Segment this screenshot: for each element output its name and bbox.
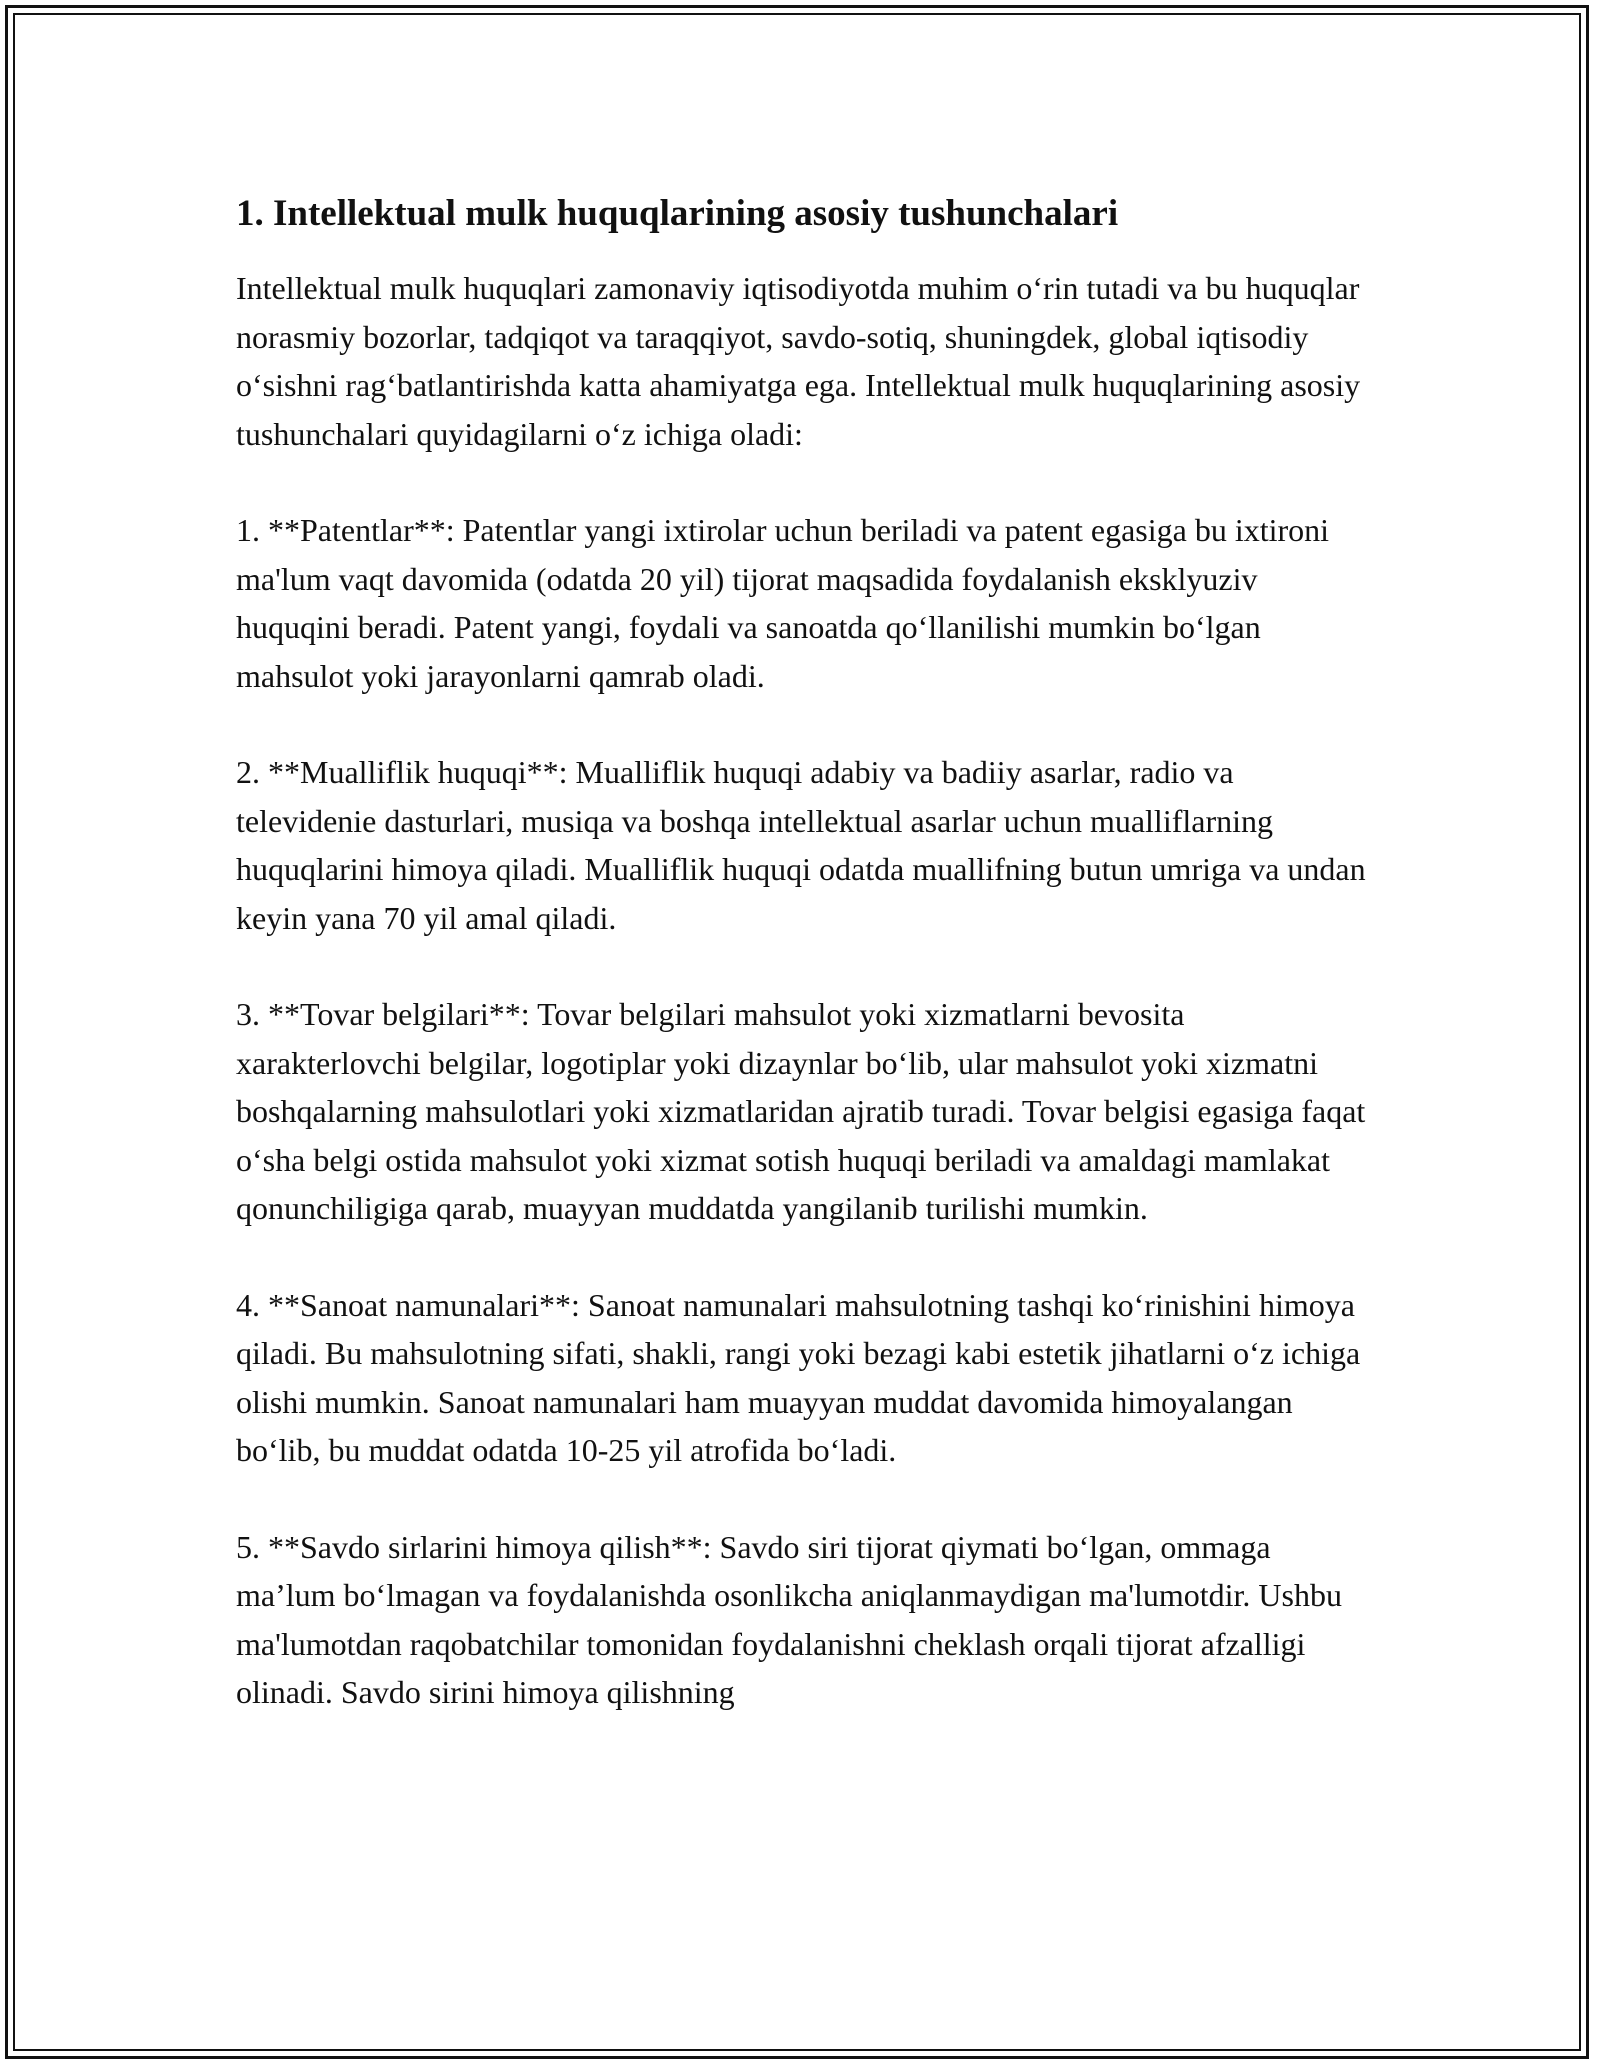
document-body <box>236 186 1366 1717</box>
section-heading: 1. Intellektual mulk huquqlarining asosiy tushunchalari <box>236 193 1119 234</box>
list-item-copyright: 2. **Mualliflik huquqi**: Mualliflik huquqi adabiy va badiiy asarlar, radio va televidenie dasturlari, musiqa va boshqa intellektual asarlar uchun mualliflarning huquqlarini himoya qiladi. Mualliflik huquqi odatda muallifning butun umriga va undan keyin yana 70 yil amal qiladi. <box>236 754 1366 936</box>
list-item-trade-secrets: 5. **Savdo sirlarini himoya qilish**: Savdo siri tijorat qiymati bo‘lgan, ommaga ma’lum bo‘lmagan va foydalanishda osonlikcha aniqlanmaydigan ma'lumotdir. Ushbu ma'lumotdan raqobatchilar tomonidan foydalanishni cheklash orqali tijorat afzalligi olinadi. Savdo sirini himoya qilishning <box>236 1528 1342 1710</box>
list-item-patents: 1. **Patentlar**: Patentlar yangi ixtirolar uchun beriladi va patent egasiga bu ixtironi ma'lum vaqt davomida (odatda 20 yil) tijorat maqsadida foydalanish eksklyuziv huquqini beradi. Patent yangi, foydali va sanoatda qo‘llanilishi mumkin bo‘lgan mahsulot yoki jarayonlarni qamrab oladi. <box>236 512 1330 694</box>
list-item-trademarks: 3. **Tovar belgilari**: Tovar belgilari mahsulot yoki xizmatlarni bevosita xarakterlovchi belgilar, logotiplar yoki dizaynlar bo‘lib, ular mahsulot yoki xizmatni boshqalarning mahsulotlari yoki xizmatlaridan ajratib turadi. Tovar belgisi egasiga faqat o‘sha belgi ostida mahsulot yoki xizmat sotish huquqi beriladi va amaldagi mamlakat qonunchiligiga qarab, muayyan muddatda yangilanib turilishi mumkin. <box>236 996 1366 1226</box>
list-item-industrial-designs: 4. **Sanoat namunalari**: Sanoat namunalari mahsulotning tashqi ko‘rinishini himoya qiladi. Bu mahsulotning sifati, shakli, rangi yoki bezagi kabi estetik jihatlarni o‘z ichiga olishi mumkin. Sanoat namunalari ham muayyan muddat davomida himoyalangan bo‘lib, bu muddat odatda 10-25 yil atrofida bo‘ladi. <box>236 1286 1361 1468</box>
intro-paragraph: Intellektual mulk huquqlari zamonaviy iqtisodiyotda muhim o‘rin tutadi va bu huquqlar norasmiy bozorlar, tadqiqot va taraqqiyot, savdo-sotiq, shuningdek, global iqtisodiy o‘sishni rag‘batlantirishda katta ahamiyatga ega. Intellektual mulk huquqlarining asosiy tushunchalari quyidagilarni o‘z ichiga oladi: <box>236 270 1361 452</box>
